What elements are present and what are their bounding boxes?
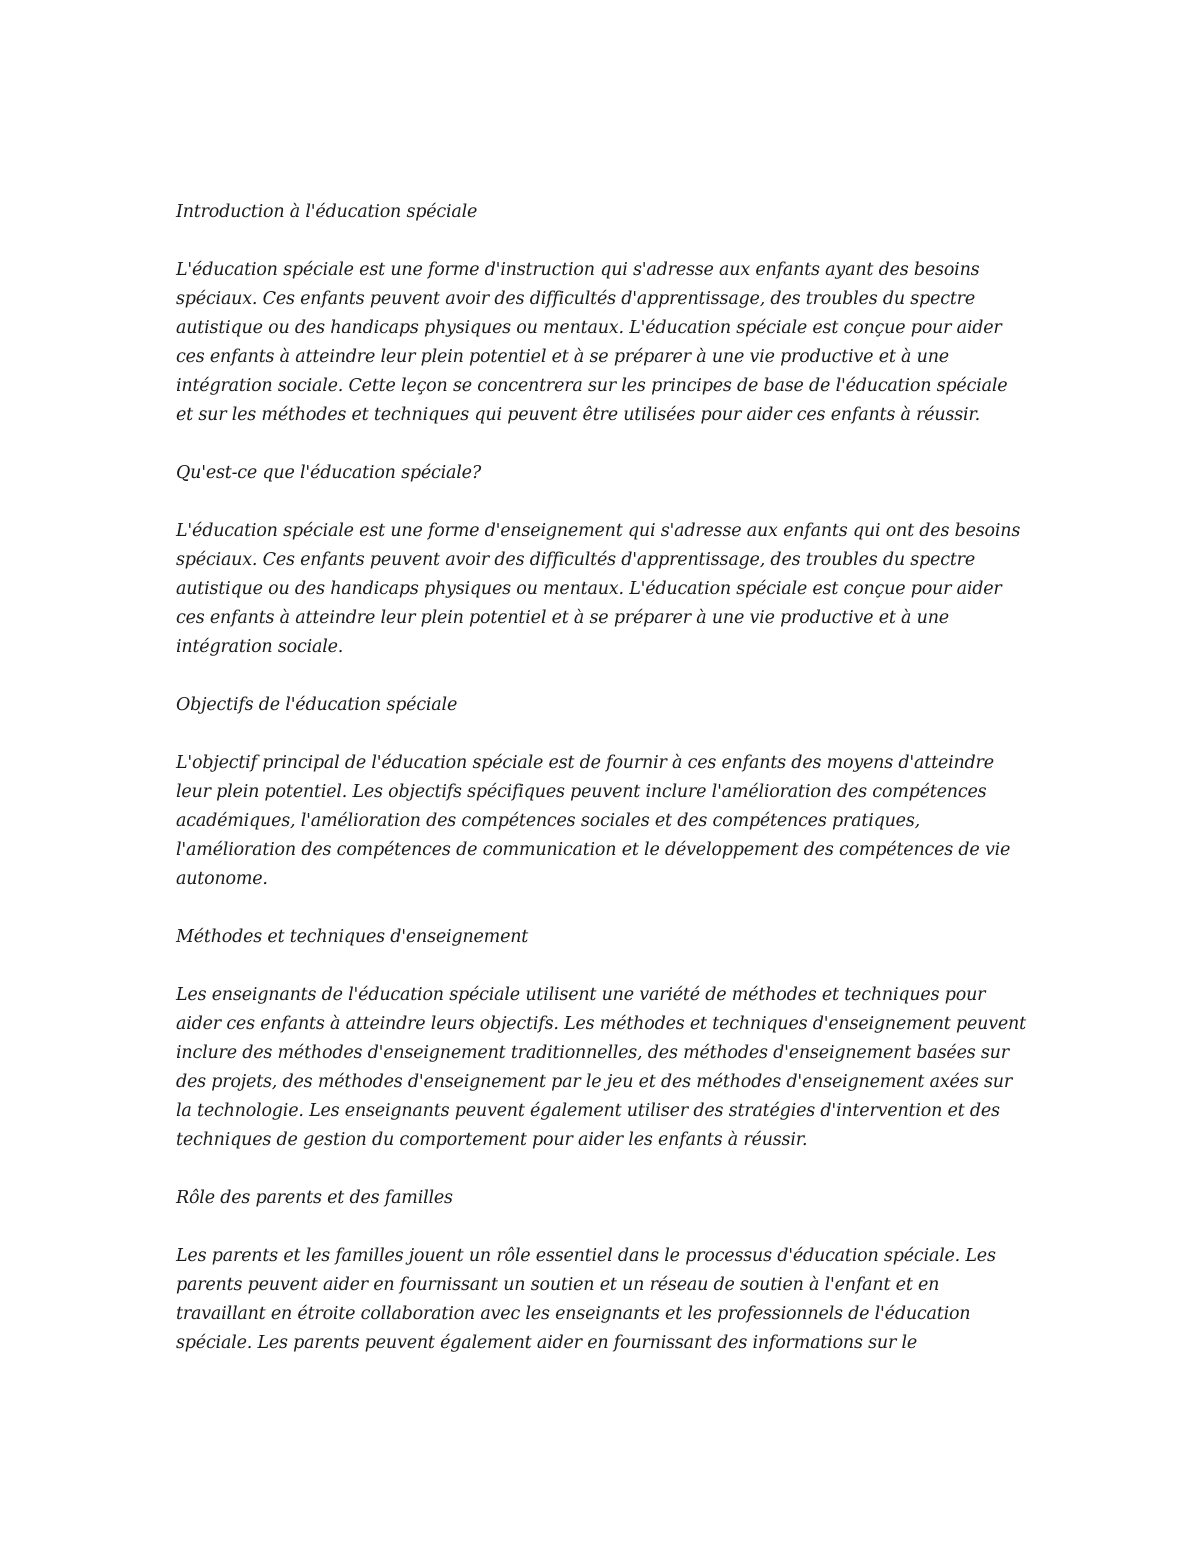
section-heading: Objectifs de l'éducation spéciale [176, 695, 458, 715]
section-paragraph: L'objectif principal de l'éducation spéciale est de fournir à ces enfants des moyens d'atteindre leur plein potentiel. Les objectifs spécifiques peuvent inclure l'amélioration des compétences académiques, l'amélioration des compétences sociales et des compétences pratiques, l'amélioration des compétences de communication et le développement des compétences de vie autonome. [176, 753, 1011, 889]
section-heading: Méthodes et techniques d'enseignement [176, 927, 529, 947]
document-content [176, 198, 1026, 1387]
section-heading: Introduction à l'éducation spéciale [176, 202, 478, 222]
section-paragraph: Les enseignants de l'éducation spéciale utilisent une variété de méthodes et techniques pour aider ces enfants à atteindre leurs objectifs. Les méthodes et techniques d'enseignement peuvent inclure des méthodes d'enseignement traditionnelles, des méthodes d'enseignement basées sur des projets, des méthodes d'enseignement par le jeu et des méthodes d'enseignement axées sur la technologie. Les enseignants peuvent également utiliser des stratégies d'intervention et des techniques de gestion du comportement pour aider les enfants à réussir. [176, 985, 1026, 1150]
section-heading: Rôle des parents et des familles [176, 1188, 453, 1208]
section-heading: Qu'est-ce que l'éducation spéciale? [176, 463, 482, 483]
section-paragraph: L'éducation spéciale est une forme d'enseignement qui s'adresse aux enfants qui ont des besoins spéciaux. Ces enfants peuvent avoir des difficultés d'apprentissage, des troubles du spectre autistique ou des handicaps physiques ou mentaux. L'éducation spéciale est conçue pour aider ces enfants à atteindre leur plein potentiel et à se préparer à une vie productive et à une intégration sociale. [176, 521, 1021, 657]
section-paragraph: Les parents et les familles jouent un rôle essentiel dans le processus d'éducation spéciale. Les parents peuvent aider en fournissant un soutien et un réseau de soutien à l'enfant et en travaillant en étroite collaboration avec les enseignants et les professionnels de l'éducation spéciale. Les parents peuvent également aider en fournissant des informations sur le [176, 1246, 996, 1353]
section-paragraph: L'éducation spéciale est une forme d'instruction qui s'adresse aux enfants ayant des besoins spéciaux. Ces enfants peuvent avoir des difficultés d'apprentissage, des troubles du spectre autistique ou des handicaps physiques ou mentaux. L'éducation spéciale est conçue pour aider ces enfants à atteindre leur plein potentiel et à se préparer à une vie productive et à une intégration sociale. Cette leçon se concentrera sur les principes de base de l'éducation spéciale et sur les méthodes et techniques qui peuvent être utilisées pour aider ces enfants à réussir. [176, 260, 1008, 425]
